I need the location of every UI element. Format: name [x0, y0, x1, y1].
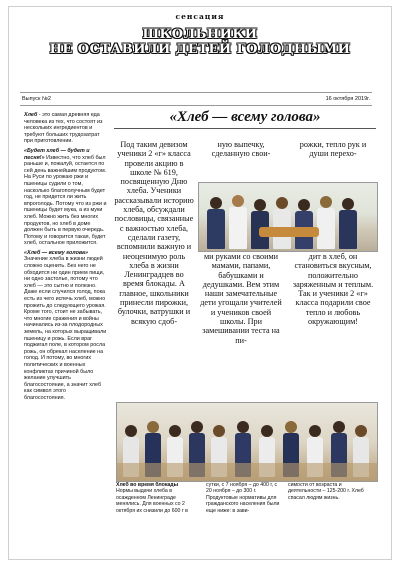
- photo-captions: [116, 482, 376, 522]
- article-title: «Хлеб — всему голова»: [114, 108, 376, 129]
- sidebar-text: Известно, что хлеб был раньше и, пожалуй, остается по сей день важнейшим продуктом. На Руси по урожаю ржи и пшеницы судили о том, насколько благополучным будет год, не придется ли жить впроголодь. Потому что из ржи и пшеницы будет мука, а из муки хлеб. Можно жить без многих продуктов, но хлеб в доме должен быть в первую очередь. Потому и говорится такая, будет хлеб, остальное приложится.: [24, 154, 107, 247]
- article-column-3-top: рожки, тепло рук и души перехо-: [299, 140, 367, 159]
- sidebar-text: Значение хлеба в жизни людей сложно оценить. Без него не обходится ни один прием пищи, ни одно застолье, потому что хлеб — это сытно и полезно. Даже если случился голод, пока есть из чего испечь хлеб, можно прожить до следующего урожая. Кроме того, стоит не забывать, что многие сражения и войны начинались из-за плодородных земель, на которых выращивали пшеницу и рожь. Если враг поджигал поле, в котором росла рожь, он обрекал население на голод. И потому, во многих политических и военных конфликтах причиной было желание улучшить благосостояние, а значит хлеб как символ этого благосостояния.: [24, 256, 107, 401]
- issue-bar: [20, 92, 372, 106]
- sidebar-column: [24, 112, 108, 516]
- caption-title: Хлеб во время блокады: [116, 482, 179, 488]
- article-column-2-bottom: ми руками со своими мамами, папами, бабушками и дедушками. Вем этим наши замечательные дети угощали учителей и учеников своей школы. При замешивании теста на пи-: [200, 252, 282, 345]
- sidebar-lead: «Хлеб — всему голова»: [24, 249, 89, 256]
- issue-date: 16 октября 2019г.: [325, 96, 370, 102]
- article-column-1: Под таким девизом ученики 2 «г» класса провели акцию в школе № 619, посвященную Дню хлеба. Ученики рассказывали историю хлеба, обсуждали пословицы, связанные с важностью хлеба, сделали газету, вспомнили важную и неоценимую роль хлеба в жизни Ленинградцев во время блокады. А главное, школьники принесли пирожки, булочки, ватрушки и всякую сдоб-: [114, 140, 194, 326]
- sidebar-paragraph: [24, 250, 108, 402]
- class-photo-bottom: [116, 402, 378, 482]
- class-photo-top: [198, 182, 378, 252]
- masthead: [28, 10, 372, 86]
- sidebar-text: - это самая древняя еда человека из тех, что состоят из нескольких ингредиентов и требуют больших трудозатрат при приготовлении.: [24, 112, 103, 145]
- headline-line-2: НЕ ОСТАВИЛИ ДЕТЕЙ ГОЛОДНЫМИ: [49, 42, 351, 57]
- sidebar-paragraph: [24, 148, 108, 247]
- section-kicker: сенсация: [175, 12, 225, 21]
- sidebar-paragraph: [24, 112, 108, 145]
- caption-block-1: [116, 482, 202, 522]
- caption-text: Нормы выдачи хлеба в осажденном Ленинграде менялись. Для военных со 2 октября их снизили до 600 г в: [116, 488, 188, 514]
- caption-block-3: симости от возраста и деятельности – 125-200 г. Хлеб спасал людям жизнь.: [288, 482, 364, 501]
- article-column-2-top: ную выпечку, сделанную свои-: [211, 140, 271, 159]
- caption-block-2: сутки, с 7 ноября – до 400 г, с 20 ноября – до 300 г. Продуктовые нормативы для гражданского населения были еще ниже: в зави-: [206, 482, 280, 514]
- sidebar-lead: Хлеб: [24, 112, 38, 118]
- headline-line-1: ШКОЛЬНИКИ: [142, 27, 258, 42]
- issue-number: Выпуск №2: [22, 96, 51, 102]
- article-column-3-bottom: дит в хлеб, он становиться вкусным, положительно заряженным и теплым. Так и ученики 2 «г» класса подарили свое тепло и любовь окружающим!: [292, 252, 374, 327]
- sidebar-lead: «Будет хлеб — будет и песня!»: [24, 147, 90, 161]
